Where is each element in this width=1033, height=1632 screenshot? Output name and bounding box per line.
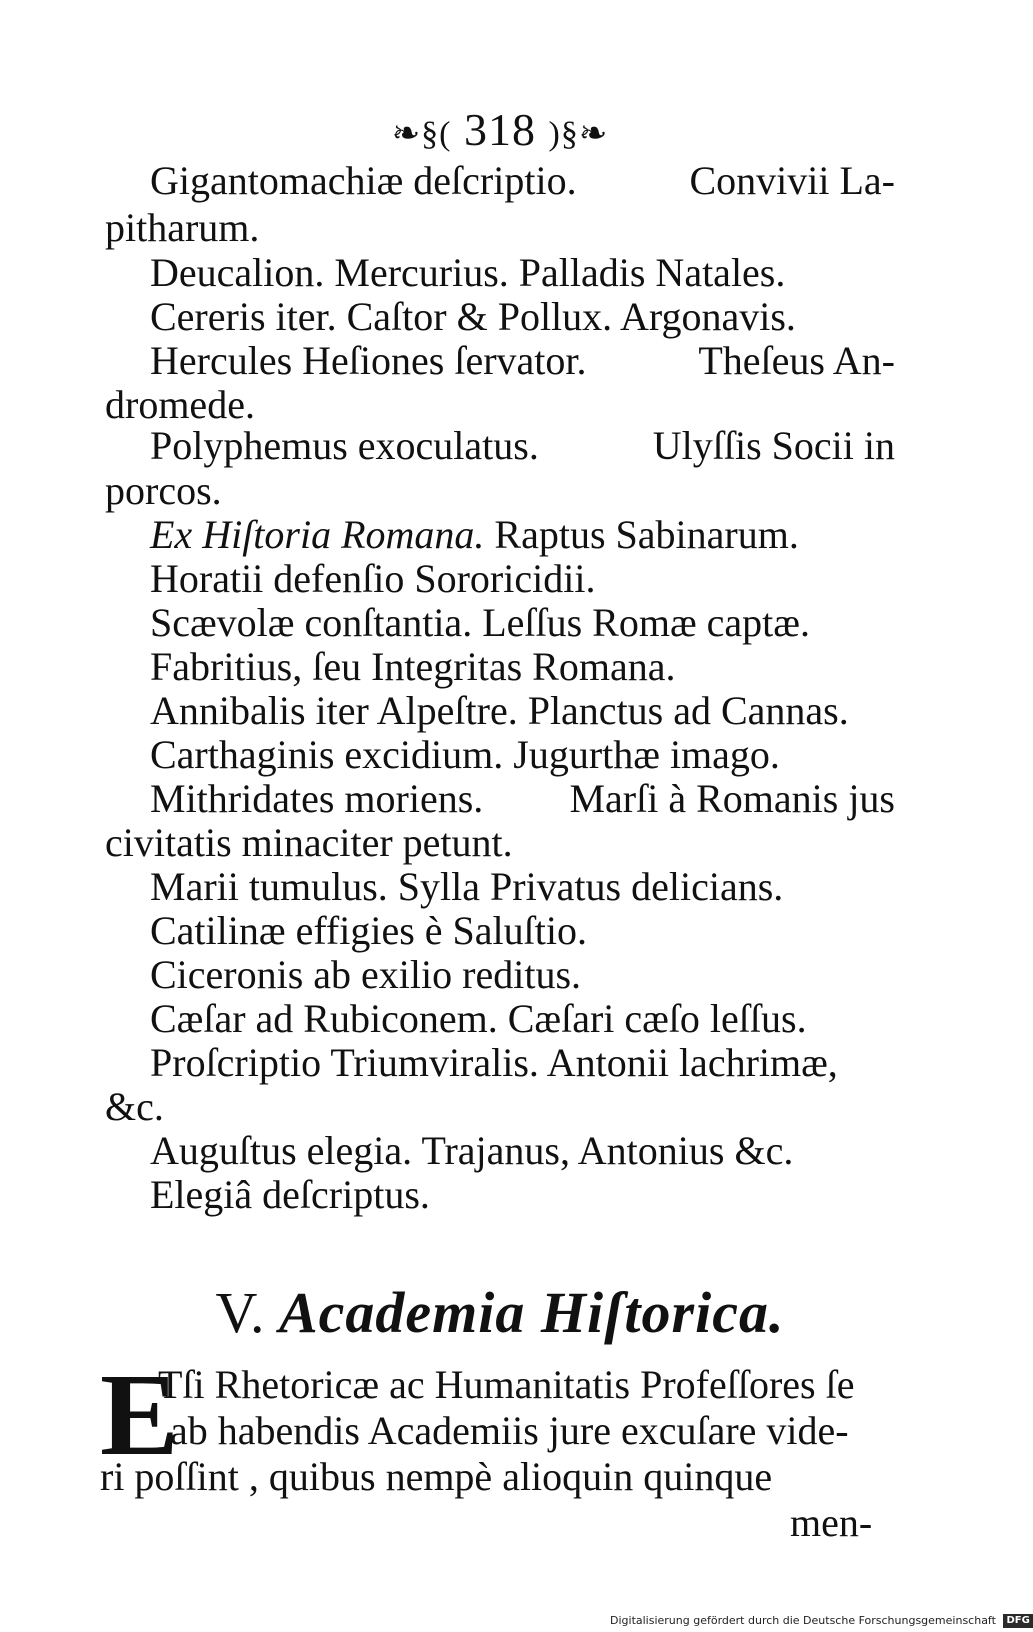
left-ornament: ❧§( [391, 115, 452, 153]
text-line: Gigantomachiæ deſcriptio. Convivii La- [150, 158, 895, 203]
text-line: pitharum. [105, 205, 260, 250]
paragraph-line: Tſi Rhetoricæ ac Humanitatis Profeſſores ſe [158, 1362, 855, 1407]
digitization-credit: Digitalisierung gefördert durch die Deutsche Forschungsgemeinschaft DFG [610, 1610, 1000, 1632]
text-line: Deucalion. Mercurius. Palladis Natales. [150, 250, 786, 295]
section-numeral: V. [215, 1280, 265, 1345]
paragraph-line: ab habendis Academiis jure excuſare vide- [170, 1408, 849, 1453]
text-line: Annibalis iter Alpeſtre. Planctus ad Cannas. [150, 688, 849, 733]
text-line: Cæſar ad Rubiconem. Cæſari cæſo leſſus. [150, 996, 807, 1041]
section-heading [0, 1280, 1000, 1346]
text-line: Proſcriptio Triumviralis. Antonii lachrimæ, [150, 1040, 838, 1085]
paragraph-line: ri poſſint , quibus nempè alioquin quinque [100, 1454, 773, 1499]
drop-cap: E [100, 1349, 179, 1480]
dfg-logo-icon: DFG [1003, 1614, 1032, 1628]
text-line: Ciceronis ab exilio reditus. [150, 952, 582, 997]
text-line: porcos. [105, 468, 222, 513]
text-line: civitatis minaciter petunt. [105, 820, 513, 865]
right-ornament: )§❧ [548, 115, 609, 153]
text-line: Catilinæ effigies è Saluſtio. [150, 908, 587, 953]
page-header [0, 100, 1000, 164]
text-line: Mithridates moriens. Marſi à Romanis jus [150, 776, 895, 821]
text-line: Cereris iter. Caſtor & Pollux. Argonavis. [150, 294, 796, 339]
text-line: Horatii defenſio Sororicidii. [150, 556, 596, 601]
text-line: Fabritius, ſeu Integritas Romana. [150, 644, 676, 689]
text-line: Auguſtus elegia. Trajanus, Antonius &c. [150, 1128, 794, 1173]
section-title: Academia Hiſtorica. [278, 1280, 785, 1345]
text-line: Elegiâ deſcriptus. [150, 1172, 430, 1217]
text-line: Marii tumulus. Sylla Privatus delicians. [150, 864, 784, 909]
text-line: Ex Hiſtoria Romana. Raptus Sabinarum. [150, 512, 799, 557]
text-line: Hercules Heſiones ſervator. Theſeus An- [150, 338, 895, 383]
text-line: Carthaginis excidium. Jugurthæ imago. [150, 732, 780, 777]
page-number: 318 [464, 104, 536, 155]
text-line: dromede. [105, 382, 255, 427]
text-line: &c. [105, 1084, 164, 1129]
catchword: men- [790, 1500, 873, 1545]
text-line: Scævolæ conſtantia. Leſſus Romæ captæ. [150, 600, 810, 645]
text-line: Polyphemus exoculatus. Ulyſſis Socii in [150, 423, 895, 468]
